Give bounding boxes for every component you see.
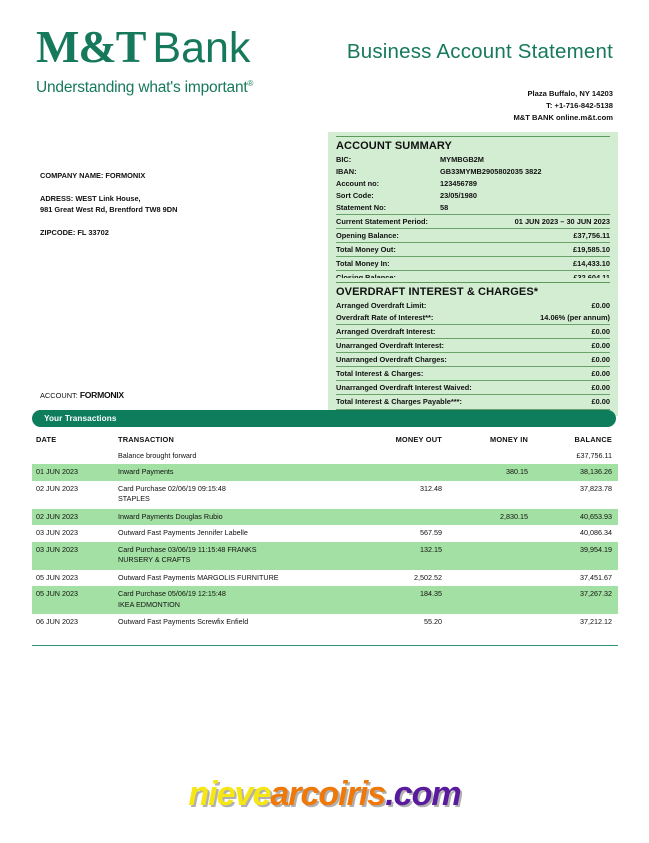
transactions-banner-label: Your Transactions bbox=[44, 414, 117, 423]
table-row bbox=[32, 614, 618, 630]
account-label: ACCOUNT: bbox=[40, 391, 78, 400]
row-description-line-1: Card Purchase 05/06/19 12:15:48 bbox=[118, 589, 226, 599]
customer-name-group bbox=[40, 170, 177, 181]
row-balance: 40,653.93 bbox=[580, 511, 612, 521]
customer-address-group bbox=[40, 193, 177, 215]
row-money-in: 380.15 bbox=[506, 467, 528, 477]
row-description-line-1: Outward Fast Payments Screwfix Enfield bbox=[118, 617, 249, 627]
column-header-balance: BALANCE bbox=[574, 435, 612, 444]
row-date: 03 JUN 2023 bbox=[36, 528, 78, 538]
overdraft-total-value: £0.00 bbox=[591, 382, 610, 392]
customer-zipcode-group bbox=[40, 227, 177, 238]
account-name: FORMONIX bbox=[79, 390, 124, 400]
watermark bbox=[0, 775, 649, 814]
overdraft-field-value: £0.00 bbox=[591, 301, 610, 310]
overdraft-total-value: £0.00 bbox=[591, 340, 610, 350]
row-date: 02 JUN 2023 bbox=[36, 483, 78, 493]
customer-zipcode: ZIPCODE: FL 33702 bbox=[40, 228, 109, 238]
summary-total-label: Current Statement Period: bbox=[336, 216, 428, 226]
table-row bbox=[32, 570, 618, 586]
table-row bbox=[32, 481, 618, 509]
row-money-out: 132.15 bbox=[420, 544, 442, 554]
bank-logo bbox=[36, 21, 336, 97]
row-description-line-2: STAPLES bbox=[118, 494, 150, 504]
row-description-line-2: NURSERY & CRAFTS bbox=[118, 555, 191, 565]
row-balance: 37,823.78 bbox=[580, 483, 612, 493]
overdraft-field-label: Overdraft Rate of Interest**: bbox=[336, 312, 434, 322]
row-date: 01 JUN 2023 bbox=[36, 467, 78, 477]
registered-mark-icon: ® bbox=[247, 79, 254, 88]
logo-mt-text: M&T bbox=[36, 21, 146, 72]
overdraft-total-label: Unarranged Overdraft Interest: bbox=[336, 340, 445, 350]
row-money-out: 567.59 bbox=[420, 528, 442, 538]
transactions-header-row bbox=[32, 435, 618, 448]
bank-address bbox=[513, 88, 613, 124]
account-summary-fields bbox=[336, 154, 610, 214]
watermark-part-1: nieve bbox=[188, 775, 271, 813]
overdraft-panel bbox=[328, 278, 618, 416]
row-date: 05 JUN 2023 bbox=[36, 572, 78, 582]
summary-total-row bbox=[336, 228, 610, 241]
overdraft-total-row bbox=[336, 380, 610, 393]
row-date: 02 JUN 2023 bbox=[36, 511, 78, 521]
row-money-out: 184.35 bbox=[420, 589, 442, 599]
summary-total-value: £37,756.11 bbox=[573, 230, 610, 240]
summary-total-value: £14,433.10 bbox=[573, 258, 610, 268]
summary-total-label: Total Money Out: bbox=[336, 244, 396, 254]
overdraft-total-row bbox=[336, 338, 610, 351]
customer-address-line-2: 981 Great West Rd, Brentford TW8 9DN bbox=[40, 205, 178, 215]
column-header-money-out: MONEY OUT bbox=[395, 435, 442, 444]
logo-wordmark bbox=[36, 21, 336, 72]
row-description-line-1: Inward Payments Douglas Rubio bbox=[118, 511, 223, 521]
transactions-banner bbox=[32, 410, 616, 427]
row-description bbox=[118, 573, 346, 583]
summary-total-value: £19,585.10 bbox=[573, 244, 610, 254]
watermark-part-3: .com bbox=[385, 775, 461, 813]
row-description bbox=[118, 617, 346, 627]
summary-total-row bbox=[336, 256, 610, 269]
transactions-bottom-rule bbox=[32, 645, 618, 646]
summary-field-row bbox=[336, 154, 610, 166]
summary-field-row bbox=[336, 202, 610, 214]
page-title: Business Account Statement bbox=[346, 40, 613, 63]
summary-field-value: 123456789 bbox=[440, 178, 477, 188]
row-money-out: 2,502.52 bbox=[414, 572, 442, 582]
table-row bbox=[32, 542, 618, 570]
overdraft-total-value: £0.00 bbox=[591, 368, 610, 378]
brand-tagline-text: Understanding what's important bbox=[36, 79, 248, 97]
row-balance: £37,756.11 bbox=[576, 451, 612, 460]
summary-total-label: Total Money In: bbox=[336, 258, 390, 268]
summary-total-row bbox=[336, 242, 610, 255]
summary-field-row bbox=[336, 166, 610, 178]
overdraft-field-row bbox=[336, 300, 610, 312]
row-balance: 37,267.32 bbox=[580, 589, 612, 599]
summary-field-value: 23/05/1980 bbox=[440, 190, 477, 200]
logo-bank-text: Bank bbox=[152, 24, 251, 72]
overdraft-total-row bbox=[336, 366, 610, 379]
row-description bbox=[118, 545, 346, 566]
row-description bbox=[118, 512, 346, 522]
summary-total-value: 01 JUN 2023 – 30 JUN 2023 bbox=[514, 216, 610, 226]
row-description-line-1: Card Purchase 02/06/19 09:15:48 bbox=[118, 483, 226, 493]
overdraft-totals bbox=[336, 324, 610, 409]
row-description-line-1: Card Purchase 03/06/19 11:15:48 FRANKS bbox=[118, 544, 257, 554]
table-row bbox=[32, 464, 618, 480]
row-balance: 38,136.26 bbox=[580, 467, 612, 477]
overdraft-total-value: £0.00 bbox=[591, 354, 610, 364]
overdraft-total-value: £0.00 bbox=[591, 396, 610, 406]
account-summary-panel bbox=[328, 132, 618, 292]
summary-field-label: BIC: bbox=[336, 155, 352, 164]
overdraft-total-row bbox=[336, 394, 610, 407]
row-description-line-1: Inward Payments bbox=[118, 467, 174, 477]
column-header-transaction: TRANSACTION bbox=[118, 435, 174, 444]
row-description bbox=[118, 589, 346, 610]
overdraft-field-row bbox=[336, 312, 610, 324]
column-header-money-in: MONEY IN bbox=[489, 435, 528, 444]
row-description-line-1: Outward Fast Payments MARGOLIS FURNITURE bbox=[118, 572, 279, 582]
account-summary-totals bbox=[336, 214, 610, 285]
row-description bbox=[118, 484, 346, 505]
row-date: 03 JUN 2023 bbox=[36, 544, 78, 554]
table-row bbox=[32, 586, 618, 614]
summary-total-row bbox=[336, 214, 610, 227]
overdraft-field-value: 14.06% (per annum) bbox=[540, 312, 610, 322]
summary-total-label: Opening Balance: bbox=[336, 230, 399, 240]
row-balance: 37,451.67 bbox=[580, 572, 612, 582]
watermark-part-2: arcoiris bbox=[270, 775, 386, 813]
bank-address-line-1: Plaza Buffalo, NY 14203 bbox=[527, 89, 613, 98]
brand-tagline bbox=[36, 79, 336, 97]
row-date: 06 JUN 2023 bbox=[36, 617, 78, 627]
overdraft-total-row bbox=[336, 352, 610, 365]
overdraft-total-label: Unarranged Overdraft Interest Waived: bbox=[336, 382, 472, 392]
column-header-date: DATE bbox=[36, 435, 57, 444]
row-money-out: 55.20 bbox=[424, 617, 442, 627]
table-row bbox=[32, 448, 618, 464]
row-description bbox=[118, 467, 346, 477]
row-balance: 40,086.34 bbox=[580, 528, 612, 538]
summary-field-row bbox=[336, 190, 610, 202]
overdraft-fields bbox=[336, 300, 610, 324]
account-label-line bbox=[40, 390, 124, 400]
row-description-line-1: Outward Fast Payments Jennifer Labelle bbox=[118, 528, 248, 538]
row-balance: 37,212.12 bbox=[580, 617, 612, 627]
overdraft-total-row bbox=[336, 324, 610, 337]
customer-details bbox=[40, 170, 177, 238]
overdraft-title: OVERDRAFT INTEREST & CHARGES* bbox=[336, 282, 610, 300]
summary-field-label: Account no: bbox=[336, 178, 380, 188]
transactions-table bbox=[32, 435, 618, 646]
summary-field-value: 58 bbox=[440, 202, 449, 212]
row-balance: 39,954.19 bbox=[580, 544, 612, 554]
customer-address-line-1: ADRESS: WEST Link House, bbox=[40, 194, 141, 204]
summary-field-label: Statement No: bbox=[336, 202, 387, 212]
table-row bbox=[32, 509, 618, 525]
row-description-line-2: IKEA EDMONTION bbox=[118, 599, 180, 609]
summary-field-value: MYMBGB2M bbox=[440, 155, 484, 164]
row-money-out: 312.48 bbox=[420, 483, 442, 493]
summary-field-label: IBAN: bbox=[336, 166, 357, 176]
overdraft-total-label: Unarranged Overdraft Charges: bbox=[336, 354, 447, 364]
overdraft-total-value: £0.00 bbox=[591, 326, 610, 336]
overdraft-field-label: Arranged Overdraft Limit: bbox=[336, 301, 427, 310]
summary-field-value: GB33MYMB2905802035 3822 bbox=[440, 166, 542, 176]
overdraft-total-label: Total Interest & Charges: bbox=[336, 368, 424, 378]
overdraft-total-label: Arranged Overdraft Interest: bbox=[336, 326, 436, 336]
row-description bbox=[118, 451, 346, 461]
summary-field-row bbox=[336, 178, 610, 190]
row-description-line-1: Balance brought forward bbox=[118, 451, 197, 460]
row-date: 05 JUN 2023 bbox=[36, 589, 78, 599]
table-row bbox=[32, 525, 618, 541]
bank-address-line-2: T: +1-716-842-5138 bbox=[546, 100, 613, 110]
row-description bbox=[118, 528, 346, 538]
account-summary-title: ACCOUNT SUMMARY bbox=[336, 136, 610, 154]
customer-name: COMPANY NAME: FORMONIX bbox=[40, 171, 146, 180]
bank-address-line-3: M&T BANK online.m&t.com bbox=[513, 112, 613, 122]
overdraft-total-label: Total Interest & Charges Payable***: bbox=[336, 396, 462, 406]
summary-field-label: Sort Code: bbox=[336, 190, 374, 200]
row-money-in: 2,830.15 bbox=[500, 511, 528, 521]
